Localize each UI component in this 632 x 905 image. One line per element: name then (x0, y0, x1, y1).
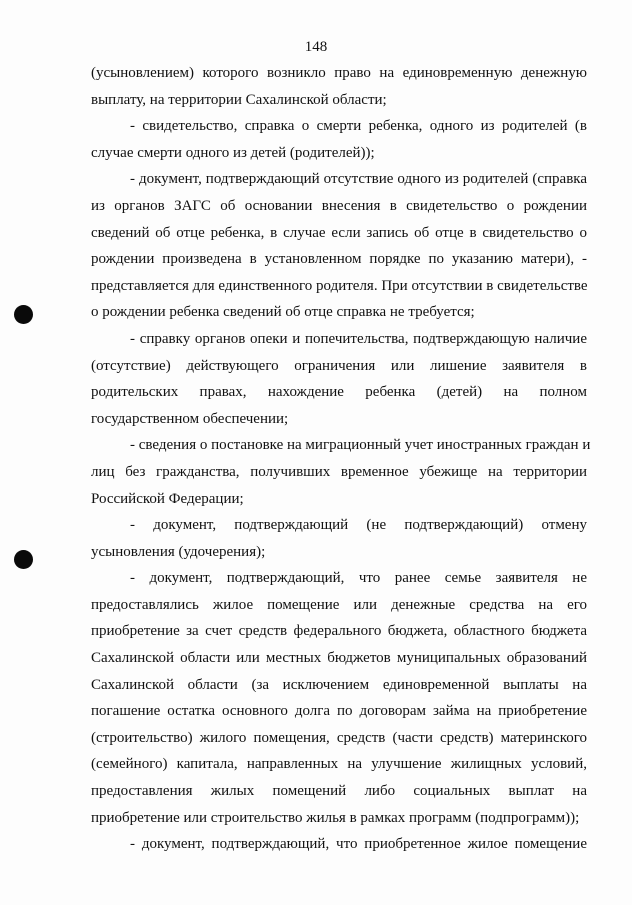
text-line: - сведения о постановке на миграционный учет иностранных граждан и (130, 437, 591, 454)
text-line: Сахалинской области (за исключением единовременной выплаты на (91, 676, 587, 693)
text-line: - документ, подтверждающий, что ранее семье заявителя не (130, 570, 587, 587)
text-line: рождении произведена в установленном порядке по указанию матери), - (91, 251, 587, 268)
text-line: - документ, подтверждающий (не подтверждающий) отмену (130, 517, 587, 534)
page-number: 148 (304, 39, 328, 55)
text-line: (строительство) жилого помещения, средств (части средств) материнского (91, 729, 587, 746)
text-line: Сахалинской области или местных бюджетов муниципальных образований (91, 650, 587, 667)
document-body (91, 60, 591, 858)
text-line: - справку органов опеки и попечительства, подтверждающую наличие (130, 330, 587, 347)
text-line: Российской Федерации; (91, 490, 244, 507)
text-line: (усыновлением) которого возникло право на единовременную денежную (91, 65, 587, 81)
text-line: погашение остатка основного долга по договорам займа на приобретение (91, 703, 587, 720)
punch-hole-bottom (14, 550, 33, 569)
text-line: (отсутствие) действующего ограничения или лишение заявителя в (91, 357, 587, 374)
text-line: - документ, подтверждающий отсутствие одного из родителей (справка (130, 171, 587, 188)
text-line: выплату, на территории Сахалинской области; (91, 91, 387, 108)
text-line: случае смерти одного из детей (родителей)); (91, 144, 375, 161)
text-line: предоставления жилых помещений либо социальных выплат на (91, 783, 587, 800)
text-line: (семейного) капитала, направленных на улучшение жилищных условий, (91, 756, 587, 773)
text-line: государственном обеспечении; (91, 410, 289, 427)
text-line: приобретение за счет средств федерального бюджета, областного бюджета (91, 623, 587, 640)
text-line: предоставлялись жилое помещение или денежные средства на его (91, 596, 587, 613)
text-line: - свидетельство, справка о смерти ребенка, одного из родителей (в (130, 118, 587, 135)
punch-hole-top (14, 305, 33, 324)
text-line: о рождении ребенка сведений об отце справка не требуется; (91, 304, 475, 321)
text-line: из органов ЗАГС об основании внесения в свидетельство о рождении (91, 197, 587, 214)
text-line: - документ, подтверждающий, что приобретенное жилое помещение (130, 836, 587, 853)
text-line: родительских правах, нахождение ребенка (детей) на полном (91, 384, 587, 401)
text-line: приобретение или строительство жилья в рамках программ (подпрограмм)); (91, 809, 580, 826)
text-line: лиц без гражданства, получивших временное убежище на территории (91, 463, 587, 480)
text-line: сведений об отце ребенка, в случае если запись об отце в свидетельство о (91, 224, 587, 241)
text-line: представляется для единственного родителя. При отсутствии в свидетельстве (91, 277, 588, 294)
text-line: усыновления (удочерения); (91, 543, 266, 560)
